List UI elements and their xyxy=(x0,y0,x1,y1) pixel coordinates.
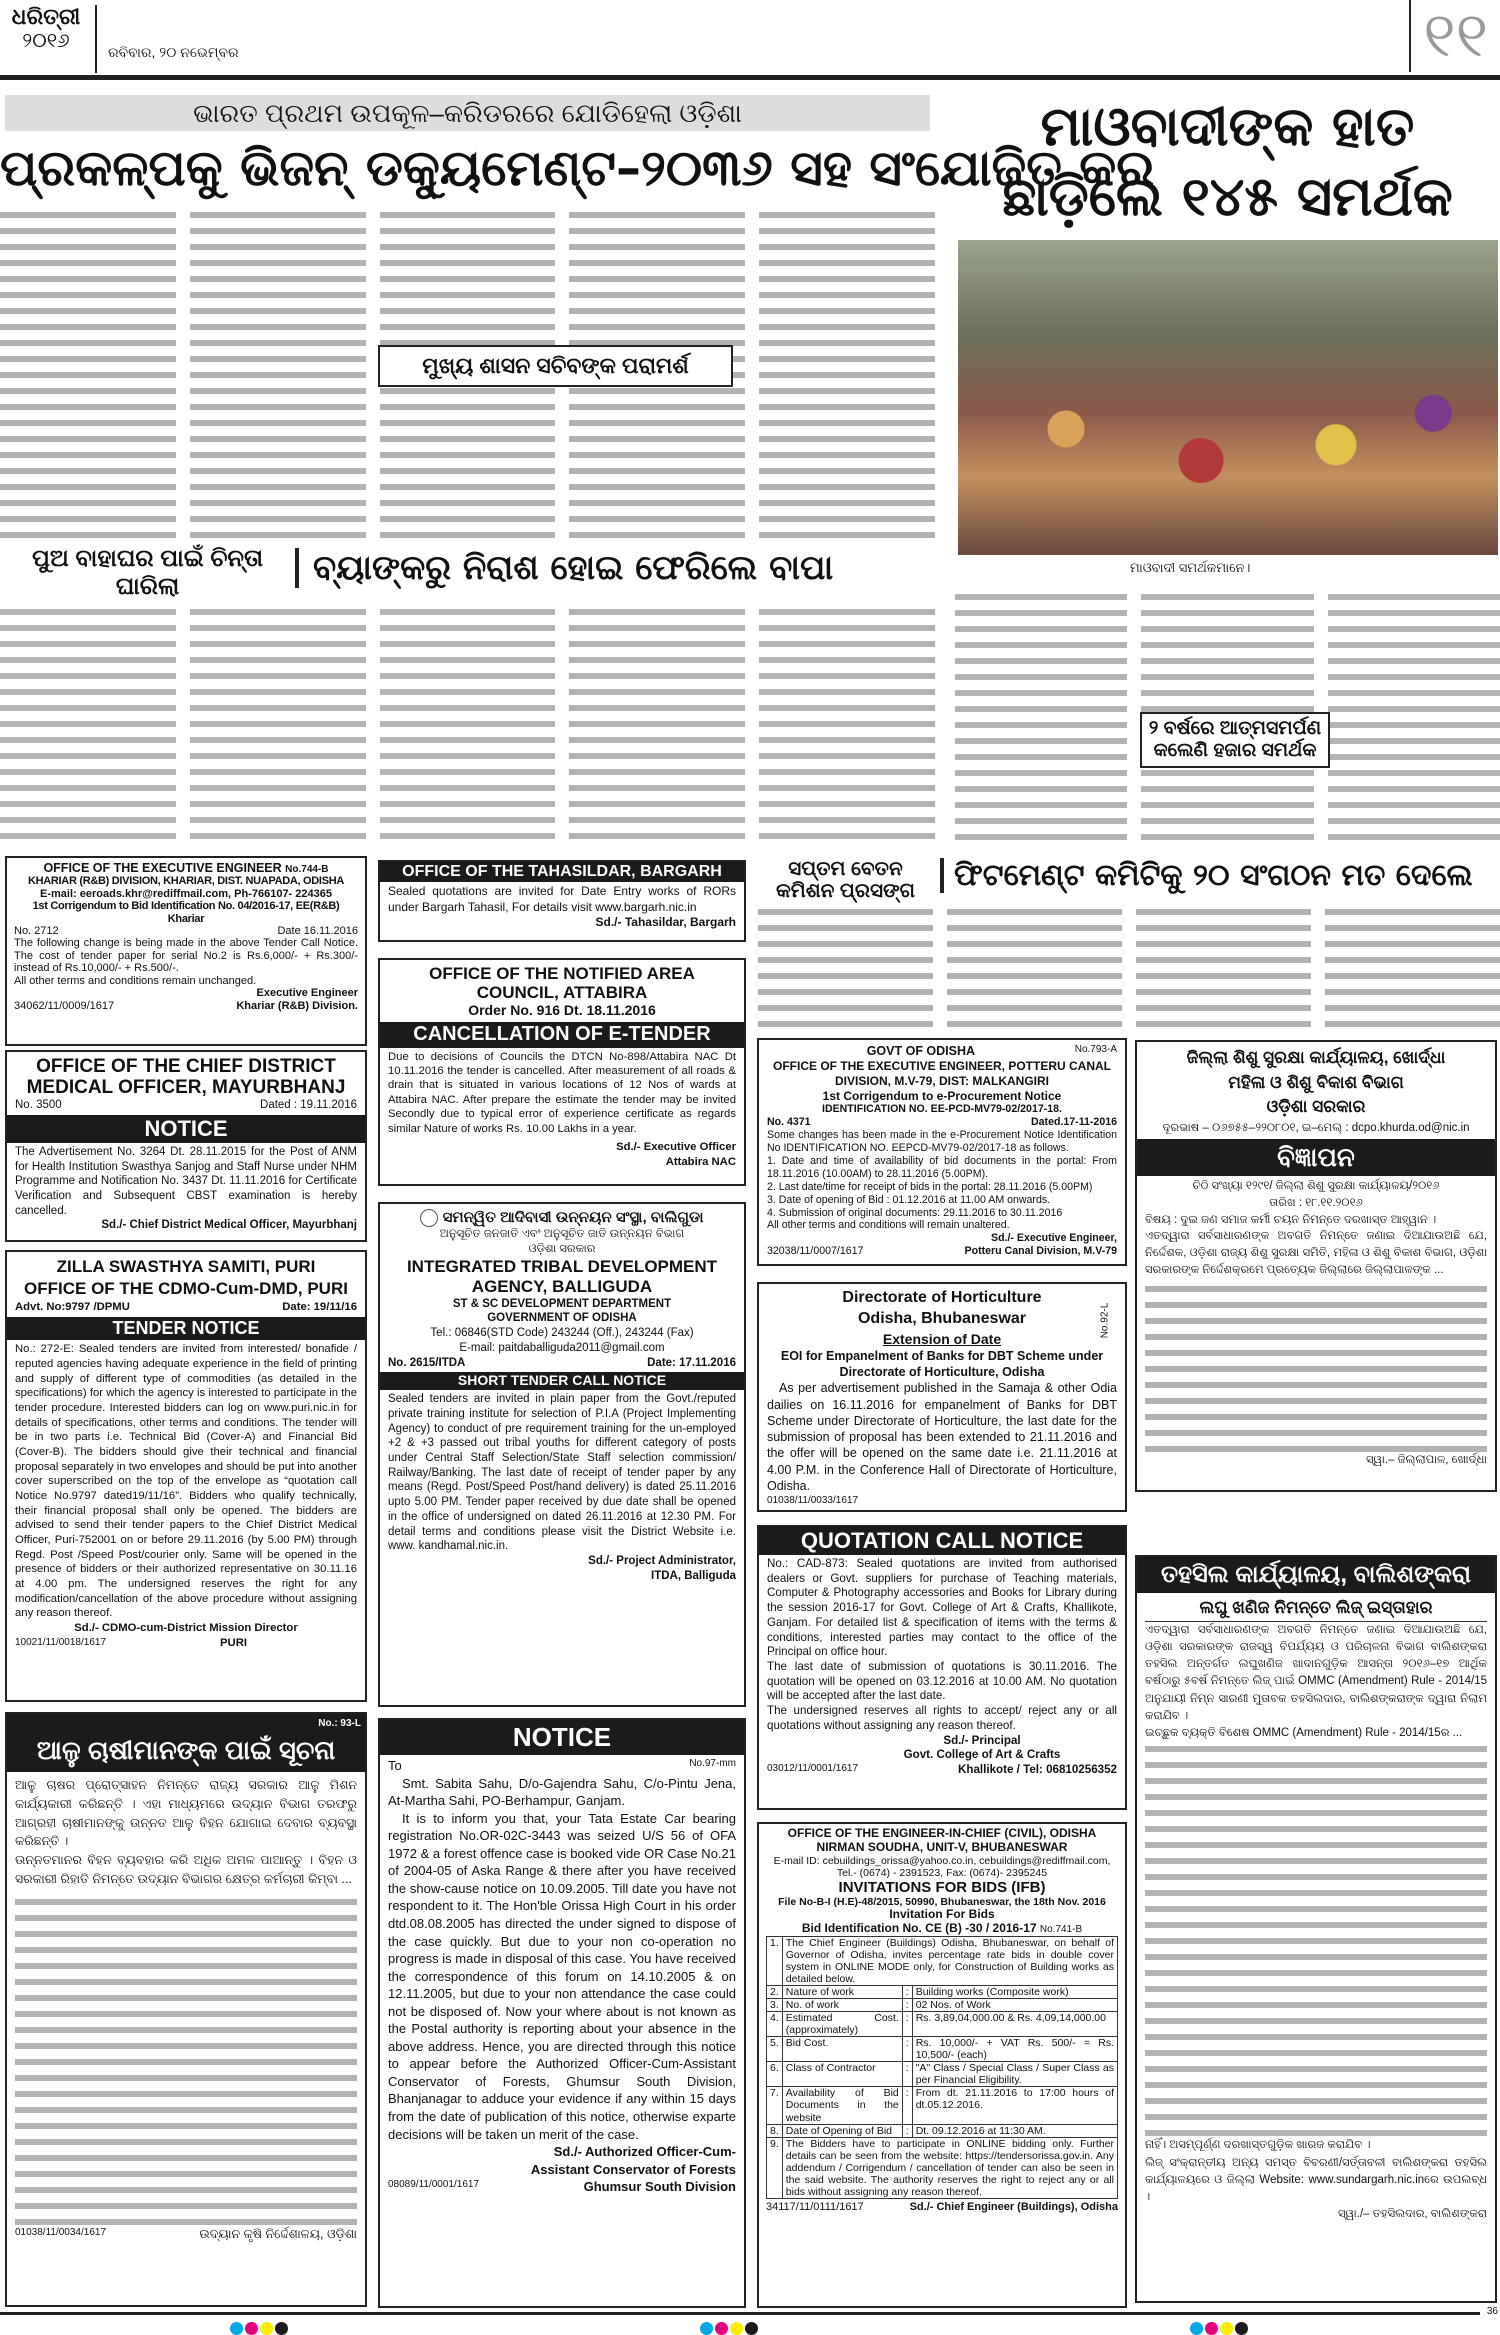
ad-body: No.: 272-E: Sealed tenders are invited from interested/ bonafide / reputed agencies having adequate experience in the field of printing and supply of different type of commodities (as detailed in the specifications) for which the agency is interested to participate in the tender procedure. Interested bidders can log on www.puri.nic.in for details of specifications, other terms and conditions. The tender will be in two parts i.e. Technical Bid (Cover-A) and Financial Bid (Cover-B). The bidders should give their technical and financial proposal separately in two envelopes and should be put into another cover superscribed on the top of the envelope as “quotation call Notice No.9797 dated19/11/16”. Bidders who qualify technically, their financial proposal shall only be opened. The bidders are advised to send their tender papers to the Chief District Medical Officer, Puri-752001 on or before 29.11.2016 (by 5.00 PM) through Regd. Post /Speed Post/courier only. Same will be opened in the presence of bidders or their authorized representative on 30.11.16 at 4.00 pm. The undersigned reserves the right for any modification/cancellation of the above procedure without assigning any reason thereof. xyxy=(15,1343,357,1620)
farmer-body xyxy=(0,605,935,845)
pay-column xyxy=(1136,905,1311,1030)
ad-item: ଆଳୁ ଚାଷର ପ୍ରୋତ୍ସାହନ ନିମନ୍ତେ ରାଜ୍ୟ ସରକାର ଆଳୁ ମିଶନ କାର୍ଯ୍ୟକାରୀ କରିଛନ୍ତି । ଏହା ମାଧ୍ୟମରେ ଉଦ୍ୟାନ ବିଭାଗ ତରଫରୁ ଆଗ୍ରହୀ ଚାଷୀମାନଙ୍କୁ ଉନ୍ନତ ଆଳୁ ବିହନ ଯୋଗାଇ ଦେବାର ବ୍ୟବସ୍ଥା କରିଛନ୍ତି । xyxy=(15,1778,357,1849)
ad-letter: ଚିଠି ସଂଖ୍ୟା ୧୨୯୧/ ଜିଲ୍ଲା ଶିଶୁ ସୁରକ୍ଷା କାର୍ଯ୍ୟାଳୟ/୨୦୧୬ xyxy=(1192,1180,1440,1193)
ad-govt: GOVT OF ODISHA xyxy=(866,1044,976,1058)
ad-signature: Govt. College of Art & Crafts xyxy=(903,1748,1061,1762)
row-value: Dt. 09.12.2016 at 11:30 AM. xyxy=(912,2124,1117,2137)
ad-email: E-mail: paitdaballiguda2011@gmail.com xyxy=(459,1341,665,1354)
row-label: Bid Cost. xyxy=(782,2037,902,2062)
ad-body: The last date of submission of quotations is 30.11.2016. The quotation will be opened on 03.12.2016 at 10.00 AM. No quotation will be accepted after the last date. xyxy=(767,1659,1117,1703)
ad-banner: TENDER NOTICE xyxy=(7,1317,365,1340)
ad-code: 32038/11/0007/1617 xyxy=(767,1245,864,1258)
pay-kicker: ସପ୍ତମ ବେତନ କମିଶନ ପ୍ରସଙ୍ଗ xyxy=(775,858,916,902)
bid-table-row xyxy=(767,2012,1118,2037)
registration-dot-yellow xyxy=(260,2322,273,2335)
ad-title: ଓଡ଼ିଶା ସରକାର xyxy=(1266,1097,1366,1117)
ad-subtitle: KHARIAR (R&B) DIVISION, KHARIAR, DIST. NUAPADA, ODISHA xyxy=(27,875,345,888)
lead-column xyxy=(190,208,366,543)
footer-rule xyxy=(0,2312,1480,2315)
lead-column xyxy=(0,208,176,543)
ad-code: 01038/11/0034/1617 xyxy=(15,2226,107,2238)
ad-signature: Sd./- Executive Engineer, xyxy=(991,1232,1117,1245)
ad-banner: SHORT TENDER CALL NOTICE xyxy=(380,1372,744,1390)
ad-item: 1. Date and time of availability of bid documents in the portal: From 18.11.2016 (10.00AM) to 28.11.2016 (5.00PM). xyxy=(767,1154,1117,1180)
registration-dot-yellow xyxy=(1220,2322,1233,2335)
header-divider xyxy=(95,5,97,73)
ad-body: The undersigned reserves all rights to accept/ reject any or all quotations without assigning any reason thereof. xyxy=(767,1704,1117,1732)
lead-subhead: ମୁଖ୍ୟ ଶାସନ ସଚିବଙ୍କ ପରାମର୍ଶ xyxy=(378,345,733,387)
row-value: 02 Nos. of Work xyxy=(912,1998,1117,2011)
row-number: 1. xyxy=(767,1936,783,1985)
row-number: 6. xyxy=(767,2062,783,2087)
bid-table-row xyxy=(767,2062,1118,2087)
registration-dot-cyan xyxy=(700,2322,713,2335)
row-label: Availability of Bid Documents in the website xyxy=(782,2087,902,2124)
ad-signature: Attabira NAC xyxy=(665,1155,736,1168)
row-label: Date of Opening of Bid xyxy=(782,2124,902,2137)
masthead xyxy=(6,4,86,53)
registration-dot-cyan xyxy=(230,2322,243,2335)
registration-dot-black xyxy=(1235,2322,1248,2335)
row-colon: : xyxy=(902,2037,912,2062)
ad-signature: Sd./- Tahasildar, Bargarh xyxy=(595,915,736,930)
ad-title: NIRMAN SOUDHA, UNIT-V, BHUBANESWAR xyxy=(816,1839,1068,1854)
ad-corrigendum: 1st Corrigendum to Bid Identification No. 04/2016-17, EE(R&B) Khariar xyxy=(32,900,340,925)
ad-banner: ବିଜ୍ଞାପନ xyxy=(1137,1139,1495,1177)
lead-kicker: ଭାରତ ପ୍ରଥମ ଉପକୂଳ–କରିଡରରେ ଯୋଡିହେଲା ଓଡ଼ିଶା xyxy=(5,95,930,131)
pay-column xyxy=(758,905,933,1030)
lead-column xyxy=(759,208,935,543)
registration-dot-cyan xyxy=(1190,2322,1203,2335)
row-number: 5. xyxy=(767,2037,783,2062)
row-number: 2. xyxy=(767,1985,783,1998)
bid-table-row xyxy=(767,2137,1118,2198)
row-number: 9. xyxy=(767,2137,783,2198)
ad-tel: Tel.: 06846(STD Code) 243244 (Off.), 243244 (Fax) xyxy=(430,1327,694,1340)
row-number: 4. xyxy=(767,2012,783,2037)
pay-body xyxy=(758,905,1500,1030)
ad-attabira xyxy=(378,958,746,1186)
registration-dot-yellow xyxy=(730,2322,743,2335)
ad-title: OFFICE OF THE NOTIFIED AREA COUNCIL, ATTABIRA xyxy=(429,964,695,1002)
ad-signature: Khallikote / Tel: 06810256352 xyxy=(958,1763,1117,1776)
ad-body-lines xyxy=(1145,1742,1487,2137)
ad-body: The following change is being made in the above Tender Call Notice. The cost of tender paper for serial No.2 is Rs.6,000/- + Rs.300/- instead of Rs.10,000/- + Rs.500/-. xyxy=(14,937,358,975)
ad-signature: ସ୍ୱା./– ତହସିଲଦାର, ବାଲିଶଙ୍କରା xyxy=(1337,2208,1487,2221)
ad-ref: No.: 93-L xyxy=(318,1718,361,1729)
ad-odia-dept: ଅନୁସୂଚିତ ଜନଜାତି ଏବଂ ଅନୁସୂଚିତ ଜାତି ଉନ୍ନୟନ ବିଭାଗ xyxy=(439,1228,685,1241)
ad-forest-notice xyxy=(378,1718,746,2308)
ad-item: 3. Date of opening of Bid : 01.12.2016 at 11.00 AM onwards. xyxy=(767,1193,1051,1206)
ad-puri xyxy=(5,1250,367,1702)
ad-ref: No.744-B xyxy=(285,864,329,875)
ad-code: 10021/11/0018/1617 xyxy=(15,1636,107,1648)
ad-title: ଆଳୁ ଚାଷୀମାନଙ୍କ ପାଇଁ ସୂଚନା xyxy=(36,1735,336,1765)
ad-date: Date: 17.11.2016 xyxy=(647,1356,736,1369)
maoist-column xyxy=(1328,590,1500,845)
ad-body: ଲିଜ୍ ସଂକ୍ରାନ୍ତୀୟ ଅନ୍ୟ ସମସ୍ତ ବିବରଣୀ/ସର୍ତ୍ତାବଳୀ ବାଲିଶଙ୍କରା ତହସିଲ କାର୍ଯ୍ୟାଳୟରେ ଓ ଜିଲ୍ଲା Website: www.sundargarh.nic.inରେ ଉପଲବ୍ଧ । xyxy=(1145,2156,1487,2203)
registration-dot-black xyxy=(745,2322,758,2335)
ad-signature: ITDA, Balliguda xyxy=(651,1569,736,1582)
farmer-headline: ବ୍ୟାଙ୍କରୁ ନିରାଶ ହୋଇ ଫେରିଲେ ବାପା xyxy=(295,548,935,588)
ad-subject: EOI for Empanelment of Banks for DBT Scheme under Directorate of Horticulture, Odisha xyxy=(780,1348,1104,1380)
row-label: No. of work xyxy=(782,1998,902,2011)
photo-caption: ମାଓବାଦୀ ସମର୍ଥକମାନେ। xyxy=(1130,560,1251,575)
ad-title: Odisha, Bhubaneswar xyxy=(857,1309,1027,1327)
ad-khurda xyxy=(1135,1040,1497,1492)
ad-body: ନାହିଁ। ଅସମ୍ପୂର୍ଣ୍ଣ ଦରଖାସ୍ତଗୁଡ଼ିକ ଖାରଜ କରାଯିବ । xyxy=(1145,2139,1371,2152)
masthead-year: ୨୦୧୬ xyxy=(22,30,70,52)
row-value: Rs. 10,000/- + VAT Rs. 500/- = Rs. 10,500/- (each) xyxy=(912,2037,1117,2062)
ad-code: 03012/11/0001/1617 xyxy=(767,1763,859,1774)
ad-quotation xyxy=(757,1525,1127,1810)
ad-body: ଏତଦ୍ୱାରା ସର୍ବସାଧାରଣଙ୍କ ଅବଗତି ନିମନ୍ତେ ଜଣାଇ ଦିଆଯାଉଅଛି ଯେ, ଓଡ଼ିଶା ସରକାରଙ୍କ ରାଜସ୍ୱ ବିପର୍ଯ୍ୟୟ ଓ ପରିଚାଳନା ବିଭାଗ ବାଲିଶଙ୍କରା ତହସିଲ ଅନ୍ତର୍ଗତ ଲଘୁଖଣିଜ ଖାଦାନଗୁଡ଼ିକ ଆସନ୍ତା ୨୦୧୬–୧୭ ଆର୍ଥିକ ବର୍ଷଠାରୁ ୫ବର୍ଷ ନିମନ୍ତେ ଲିଜ୍ ପାଇଁ OMMC (Amendment) Rule - 2014/15 ଅନୁଯାୟୀ ନିମ୍ନ ସାରଣୀ ମୁତାବକ ତହସିଲଦାର, ବାଲିଶଙ୍କରାଙ୍କ ଦ୍ୱାରା ନିଲାମ କରାଯିବ । xyxy=(1145,1623,1487,1722)
registration-dot-magenta xyxy=(1205,2322,1218,2335)
ad-ref: No.97-mm xyxy=(689,1758,736,1770)
ad-signature: Sd./- Chief District Medical Officer, Mayurbhanj xyxy=(101,1219,357,1232)
ad-body: ଏତଦ୍ୱାରା ସର୍ବସାଧାରଣଙ୍କ ଅବଗତି ନିମନ୍ତେ ଜଣାଇ ଦିଆଯାଉଅଛି ଯେ, ନିର୍ଦ୍ଦେଶକ, ଓଡ଼ିଶା ରାଜ୍ୟ ଶିଶୁ ସୁରକ୍ଷା ସମିତି, ମହିଳା ଓ ଶିଶୁ ବିକାଶ ବିଭାଗ, ଓଡ଼ିଶା ସରକାରଙ୍କ ନିର୍ଦ୍ଦେଶକ୍ରମେ ପ୍ରତ୍ୟେକ ଜିଲ୍ଲାରେ ଜିଲ୍ଲାପାଳଙ୍କ ... xyxy=(1145,1230,1487,1276)
ad-signature: ଉଦ୍ୟାନ କୃଷି ନିର୍ଦ୍ଦେଶାଳୟ, ଓଡ଼ିଶା xyxy=(199,2226,357,2241)
ad-body: It is to inform you that, your Tata Estate Car bearing registration No.OR-02C-3443 was seized U/S 56 of OFA 1972 & a forest offence case is booked vide OR Case No.21 of 2004-05 of Aska Range & there after you have received the show-cause notice on 10.09.2005. Till date you have not respondent to it. The Hon'ble Orissa High Court in his order dtd.08.08.2005 has directed the under signed to dispose of the case quickly. But due to your non co-operation no progress is made in disposal of this case. You have received the correspondence of this forum on 14.10.2005 & on 12.11.2005, but due to your non attendance the case could not be disposed of. Now your where about is not known as the Postal authority is reporting about your absence in the above address. Hence, you are directed through this notice to appear before the Authorized Officer-Cum-Assistant Conservator of Forests, Ghumsur South Division, Bhanjanagar to adduce your evidence if any within 15 days from the date of publication of this notice, otherwise exparte decisions will be taken un merit of the case. xyxy=(388,1810,736,2142)
ad-corrigendum: 1st Corrigendum to e-Procurement Notice xyxy=(822,1088,1062,1103)
ad-number: No. 2615/ITDA xyxy=(388,1356,466,1369)
ad-date: Date: 19/11/16 xyxy=(282,1301,357,1314)
issue-date: ରବିବାର, ୨୦ ନଭେମ୍ବର xyxy=(108,44,239,60)
ad-signature: Ghumsur South Division xyxy=(583,2179,736,2195)
row-value: Rs. 3,89,04,000.00 & Rs. 4,09,14,000.00 xyxy=(912,2012,1117,2037)
ad-item: 4. Submission of original documents: 29.11.2016 to 30.11.2016 xyxy=(767,1206,1063,1219)
ad-title: OFFICE OF THE CDMO-Cum-DMD, PURI xyxy=(24,1279,348,1299)
ad-body-lines xyxy=(1145,1282,1487,1452)
row-value: From dt. 21.11.2016 to 17:00 hours of dt.05.12.2016. xyxy=(912,2087,1117,2124)
ad-banner: NOTICE xyxy=(7,1115,365,1143)
ad-dept: ST & SC DEVELOPMENT DEPARTMENT xyxy=(452,1297,672,1310)
farmer-column xyxy=(380,605,556,845)
ad-tahasil xyxy=(1135,1555,1497,2303)
ad-signature: Potteru Canal Division, M.V-79 xyxy=(964,1245,1117,1258)
row-value: "A" Class / Special Class / Super Class as per Financial Eligibility. xyxy=(912,2062,1117,2087)
ad-signature: Sd./- Project Administrator, xyxy=(588,1555,736,1568)
row-colon: : xyxy=(902,2062,912,2087)
farmer-column xyxy=(0,605,176,845)
ad-body: All other terms and conditions will remain unaltered. xyxy=(767,1219,1010,1232)
registration-dot-black xyxy=(275,2322,288,2335)
ad-signature: PURI xyxy=(220,1636,247,1649)
ad-date: Dated : 19.11.2016 xyxy=(260,1099,357,1111)
ad-contact: ଦୂରଭାଷ – ୦୬୭୫୫–୨୨୦୮୦୧, ଇ–ମେଲ୍ : dcpo.khurda.od@nic.in xyxy=(1162,1121,1470,1134)
ad-signature: Assistant Conservator of Forests xyxy=(530,2161,736,2177)
ad-title: OFFICE OF THE CHIEF DISTRICT MEDICAL OFFICER, MAYURBHANJ xyxy=(26,1056,346,1098)
registration-dot-magenta xyxy=(245,2322,258,2335)
lead-headline: ପ୍ରକଳ୍ପକୁ ଭିଜନ୍ ଡକ୍ୟୁମେଣ୍ଟ–୨୦୩୬ ସହ ସଂଯୋଜିତ କର xyxy=(0,139,1155,197)
ad-body: ଇଚ୍ଛୁକ ବ୍ୟକ୍ତି ବିଶେଷ OMMC (Amendment) Rule - 2014/15ର ... xyxy=(1145,1727,1463,1739)
ad-title: OFFICE OF THE EXECUTIVE ENGINEER, POTTERU CANAL DIVISION, M.V-79, DIST: MALKANGIRI xyxy=(772,1059,1112,1088)
ad-banner: QUOTATION CALL NOTICE xyxy=(759,1527,1125,1555)
maoist-photo xyxy=(958,240,1498,555)
ad-title: INTEGRATED TRIBAL DEVELOPMENT AGENCY, BALLIGUDA xyxy=(406,1256,718,1296)
bid-table-row xyxy=(767,2124,1118,2137)
maoist-subhead: ୨ ବର୍ଷରେ ଆତ୍ମସମର୍ପଣ କଲେଣି ହଜାର ସମର୍ଥକ xyxy=(1140,712,1330,768)
ad-date: ତାରିଖ : ୧୮.୧୧.୨୦୧୬ xyxy=(1269,1196,1363,1209)
ad-date: Dated.17-11-2016 xyxy=(1031,1116,1117,1129)
ad-signature: Executive Engineer xyxy=(256,987,358,1000)
ad-signature: ସ୍ୱା.– ଜିଲ୍ଲାପାଳ, ଖୋର୍ଦ୍ଧା xyxy=(1366,1454,1487,1467)
row-value: Building works (Composite work) xyxy=(912,1985,1117,1998)
ad-title: ZILLA SWASTHYA SAMITI, PURI xyxy=(56,1257,316,1276)
row-colon: : xyxy=(902,2087,912,2124)
ad-number: Advt. No:9797 /DPMU xyxy=(15,1301,130,1314)
ad-title: ତହସିଲ କାର୍ଯ୍ୟାଳୟ, ବାଲିଶଙ୍କରା xyxy=(1137,1557,1495,1593)
maoist-column xyxy=(955,590,1127,845)
ad-subject: ବିଷୟ : ଦୁଇ ଜଣ ସମାଜ କର୍ମୀ ଚୟନ ନିମନ୍ତେ ଦରଖାସ୍ତ ଆହ୍ୱାନ । xyxy=(1145,1213,1437,1226)
ad-subtitle: ଲଘୁ ଖଣିଜ ନିମନ୍ତେ ଲିଜ୍ ଇସ୍ତାହାର xyxy=(1145,1595,1487,1622)
ad-number: No. 4371 xyxy=(767,1116,811,1129)
ad-ref: No.92-L xyxy=(1099,1302,1111,1339)
ad-title: OFFICE OF THE EXECUTIVE ENGINEER xyxy=(43,861,282,875)
row-colon: : xyxy=(902,2124,912,2137)
row-label: Nature of work xyxy=(782,1985,902,1998)
ad-bargarh xyxy=(378,860,746,942)
row-number: 3. xyxy=(767,1998,783,2011)
emblem-icon xyxy=(420,1209,438,1227)
ad-body: Sealed quotations are invited for Date Entry works of RORs under Bargarh Tahasil, For details visit www.bargarh.nic.in xyxy=(388,884,736,914)
ad-ref: No.793-A xyxy=(1074,1044,1117,1055)
ad-body: All other terms and conditions remain unchanged. xyxy=(14,974,257,987)
ad-banner: CANCELLATION OF E-TENDER xyxy=(380,1022,744,1048)
ad-bid-id: Bid Identification No. CE (B) -30 / 2016-17 No.741-B xyxy=(801,1920,1083,1935)
row-colon: : xyxy=(902,1985,912,1998)
ad-body: As per advertisement published in the Samaja & other Odia dailies on 16.11.2016 for empanelment of Banks for DBT Scheme under Directorate of Horticulture, the last date for the submission of proposal has been extended to 21.11.2016 and the offer will be opened on the same date i.e. 21.11.2016 at 4.00 P.M. in the Conference Hall of Directorate of Horticulture, Odisha. xyxy=(767,1381,1117,1493)
ad-code: 08089/11/0001/1617 xyxy=(388,2179,480,2191)
ad-govt: GOVERNMENT OF ODISHA xyxy=(487,1312,637,1325)
farmer-column xyxy=(759,605,935,845)
row-number: 7. xyxy=(767,2087,783,2124)
ad-mayurbhanj xyxy=(5,1050,367,1242)
bid-table-row xyxy=(767,2087,1118,2124)
masthead-name: ଧରିତ୍ରୀ xyxy=(11,4,81,29)
ad-body-lines xyxy=(15,1895,357,2225)
print-page-number: 36 xyxy=(1486,2306,1498,2317)
ad-body: No.: CAD-873: Sealed quotations are invited from authorised dealers or Govt. suppliers for purchase of Teaching materials, Computer & Photography accessories and Books for Library during the session 2016-17 for Govt. College of Art & Crafts, Khallikote, Ganjam. For detailed list & specification of items with the terms & conditions, interested parties may contact to the office of the Principal on office hour. xyxy=(767,1556,1117,1659)
ad-itda xyxy=(378,1202,746,1707)
ad-banner: NOTICE xyxy=(380,1720,744,1755)
ad-body: Sealed tenders are invited in plain paper from the Govt./reputed private training institute for selection of P.I.A (Project Implementing Agency) to conduct of pre requirement training for the un-employed +2 & +3 passed out tribal youths for different category of posts under Central Staff Selection/State Staff selection commission/ Railway/Banking. The last date of receipt of tender paper by any means (Regd. Post/Speed Post/hand delivery) is dated 25.11.2016 upto 5.00 PM. Tender paper received by due date shall be opened in the office of undersigned on dated 26.11.2016 at 12.30 PM. For detail terms and conditions please visit the District Website i.e. www. kandhamal.nic.in. xyxy=(388,1393,736,1553)
ad-date: Date 16.11.2016 xyxy=(277,924,358,937)
ad-signature: Sd./- Executive Officer xyxy=(616,1141,736,1154)
bid-table-row xyxy=(767,1985,1118,1998)
ad-odia-govt: ଓଡ଼ିଶା ସରକାର xyxy=(528,1242,596,1255)
ad-order: Order No. 916 Dt. 18.11.2016 xyxy=(468,1002,656,1018)
ad-signature: Sd./- Authorized Officer-Cum- xyxy=(553,2144,736,2160)
ad-address: Smt. Sabita Sahu, D/o-Gajendra Sahu, C/o-Pintu Jena, At-Martha Sahi, PO-Berhampur, Ganjam. xyxy=(388,1775,736,1809)
registration-dot-magenta xyxy=(715,2322,728,2335)
ad-signature: Khariar (R&B) Division. xyxy=(236,999,358,1012)
ad-signature: Sd./- CDMO-cum-District Mission Director xyxy=(74,1622,298,1635)
ad-file: File No-B-I (H.E)-48/2015, 50990, Bhubaneswar, the 18th Nov. 2016 xyxy=(778,1895,1106,1908)
bid-table-row xyxy=(767,1936,1118,1985)
ad-code: 34062/11/0009/1617 xyxy=(14,999,115,1012)
ad-number: No. 3500 xyxy=(15,1099,62,1111)
ad-title: OFFICE OF THE ENGINEER-IN-CHIEF (CIVIL), ODISHA xyxy=(787,1826,1097,1840)
ad-identification: IDENTIFICATION NO. EE-PCD-MV79-02/2017-18. xyxy=(822,1103,1062,1116)
row-label: Class of Contractor xyxy=(782,2062,902,2087)
pay-column xyxy=(947,905,1122,1030)
ad-signature: Sd./- Principal xyxy=(943,1733,1021,1747)
ad-title: OFFICE OF THE TAHASILDAR, BARGARH xyxy=(380,862,744,882)
ad-email: E-mail ID: cebuildings_orissa@yahoo.co.in, cebuildings@rediffmail.com, xyxy=(773,1854,1111,1867)
ad-body: The Advertisement No. 3264 Dt. 28.11.2015 for the Post of ANM for Health Institution Swasthya Sanjog and Staff Nurse under NHM Programme and Notification No. 3437 Dt. 11.11.2016 for Certificate Verification and Subsequent CBST examination is hereby cancelled. xyxy=(15,1145,357,1217)
ad-code: 01038/11/0033/1617 xyxy=(767,1495,859,1507)
row-number: 8. xyxy=(767,2124,783,2137)
row-label: Estimated Cost. (approximately) xyxy=(782,2012,902,2037)
farmer-column xyxy=(569,605,745,845)
ad-ifb: Invitation For Bids xyxy=(889,1907,995,1922)
ad-potteru xyxy=(757,1038,1127,1266)
ad-khariar xyxy=(5,856,367,1046)
farmer-kicker: ପୁଅ ବାହାଘର ପାଇଁ ଚିନ୍ତା ଘାରିଲା xyxy=(31,545,264,600)
maoist-headline: ମାଓବାଦୀଙ୍କ ହାତ ଛାଡ଼ିଲେ ୧୪୫ ସମର୍ଥକ xyxy=(1002,95,1453,228)
header-rule xyxy=(0,75,1500,80)
bid-table-row xyxy=(767,1998,1118,2011)
ad-item: 2. Last date/time for receipt of bids in the portal: 28.11.2016 (5.00PM) xyxy=(767,1180,1093,1193)
ad-number: No. 2712 xyxy=(14,924,59,937)
ad-title: ମହିଳା ଓ ଶିଶୁ ବିକାଶ ବିଭାଗ xyxy=(1228,1072,1404,1092)
row-colon: : xyxy=(902,1998,912,2011)
ad-signature: Sd./- Chief Engineer (Buildings), Odisha xyxy=(909,2200,1118,2213)
pay-headline: ଫିଟମେଣ୍ଟ କମିଟିକୁ ୨୦ ସଂଗଠନ ମତ ଦେଲେ xyxy=(940,858,1500,893)
farmer-column xyxy=(190,605,366,845)
pay-column xyxy=(1325,905,1500,1030)
bid-table xyxy=(766,1936,1118,2199)
ad-odia-title: ସମନ୍ୱିତ ଆଦିବାସୀ ଉନ୍ନୟନ ସଂସ୍ଥା, ବାଲିଗୁଡା xyxy=(388,1208,736,1227)
bid-table-row xyxy=(767,2037,1118,2062)
ad-horticulture xyxy=(757,1282,1127,1512)
ad-title: ଜିଲ୍ଲା ଶିଶୁ ସୁରକ୍ଷା କାର୍ଯ୍ୟାଳୟ, ଖୋର୍ଦ୍ଧା xyxy=(1186,1048,1446,1067)
ad-code: 34117/11/0111/1617 xyxy=(766,2200,864,2213)
row-text: The Bidders have to participate in ONLINE bidding only. Further details can be seen from the website: https://tendersorissa.gov.in. Any addendum / Corrigendum / cancellation of tender can also be seen in the said website. The authority reserves the right to reject any or all bids without assigning any reason thereof. xyxy=(782,2137,1117,2198)
ad-to: To xyxy=(388,1758,402,1774)
row-colon: : xyxy=(902,2012,912,2037)
ad-contact: E-mail: eeroads.khr@rediffmail.com, Ph-766107- 224365 xyxy=(40,887,332,900)
ad-banner: INVITATIONS FOR BIDS (IFB) xyxy=(838,1878,1046,1896)
ad-engineer-in-chief xyxy=(757,1822,1127,2308)
ad-title: Directorate of Horticulture xyxy=(842,1289,1042,1306)
ad-body: Due to decisions of Councils the DTCN No-898/Attabira NAC Dt 10.11.2016 the tender is cancelled. After measurement of all roads & drain that is situated in various locations of 12 Nos of wards at Attabira NAC. After prepare the estimate the tender may be invited Secondly due to typical error of experience certificate as regards similar Nature of works Rs. 10.00 Lakhs in a year. xyxy=(388,1050,736,1135)
page-number: ୧୧ xyxy=(1409,0,1488,72)
ad-tel: Tel.- (0674) - 2391523, Fax: (0674)- 2395245 xyxy=(836,1866,1048,1879)
row-text: The Chief Engineer (Buildings) Odisha, Bhubaneswar, on behalf of Governor of Odisha, invites percentage rate bids in double cover system in ONLINE MODE only, for Construction of Building works as detailed below. xyxy=(782,1936,1117,1985)
ad-potato-farmers xyxy=(5,1712,367,2307)
registration-marks xyxy=(0,2320,1500,2335)
ad-extension: Extension of Date xyxy=(882,1330,1002,1347)
ad-item: ଉନ୍ନତମାନର ବିହନ ବ୍ୟବହାର କରି ଅଧିକ ଅମଳ ପାଆନ୍ତୁ । ବିହନ ଓ ସରକାରୀ ରିହାତି ନିମନ୍ତେ ଉଦ୍ୟାନ ବିଭାଗର କ୍ଷେତ୍ର କର୍ମଚାରୀ କିମ୍ବା ... xyxy=(15,1853,357,1886)
ad-body: Some changes has been made in the e-Procurement Notice Identification No IDENTIFICATION NO. EEPCD-MV79-02/2017-18 as follows. xyxy=(767,1128,1117,1154)
